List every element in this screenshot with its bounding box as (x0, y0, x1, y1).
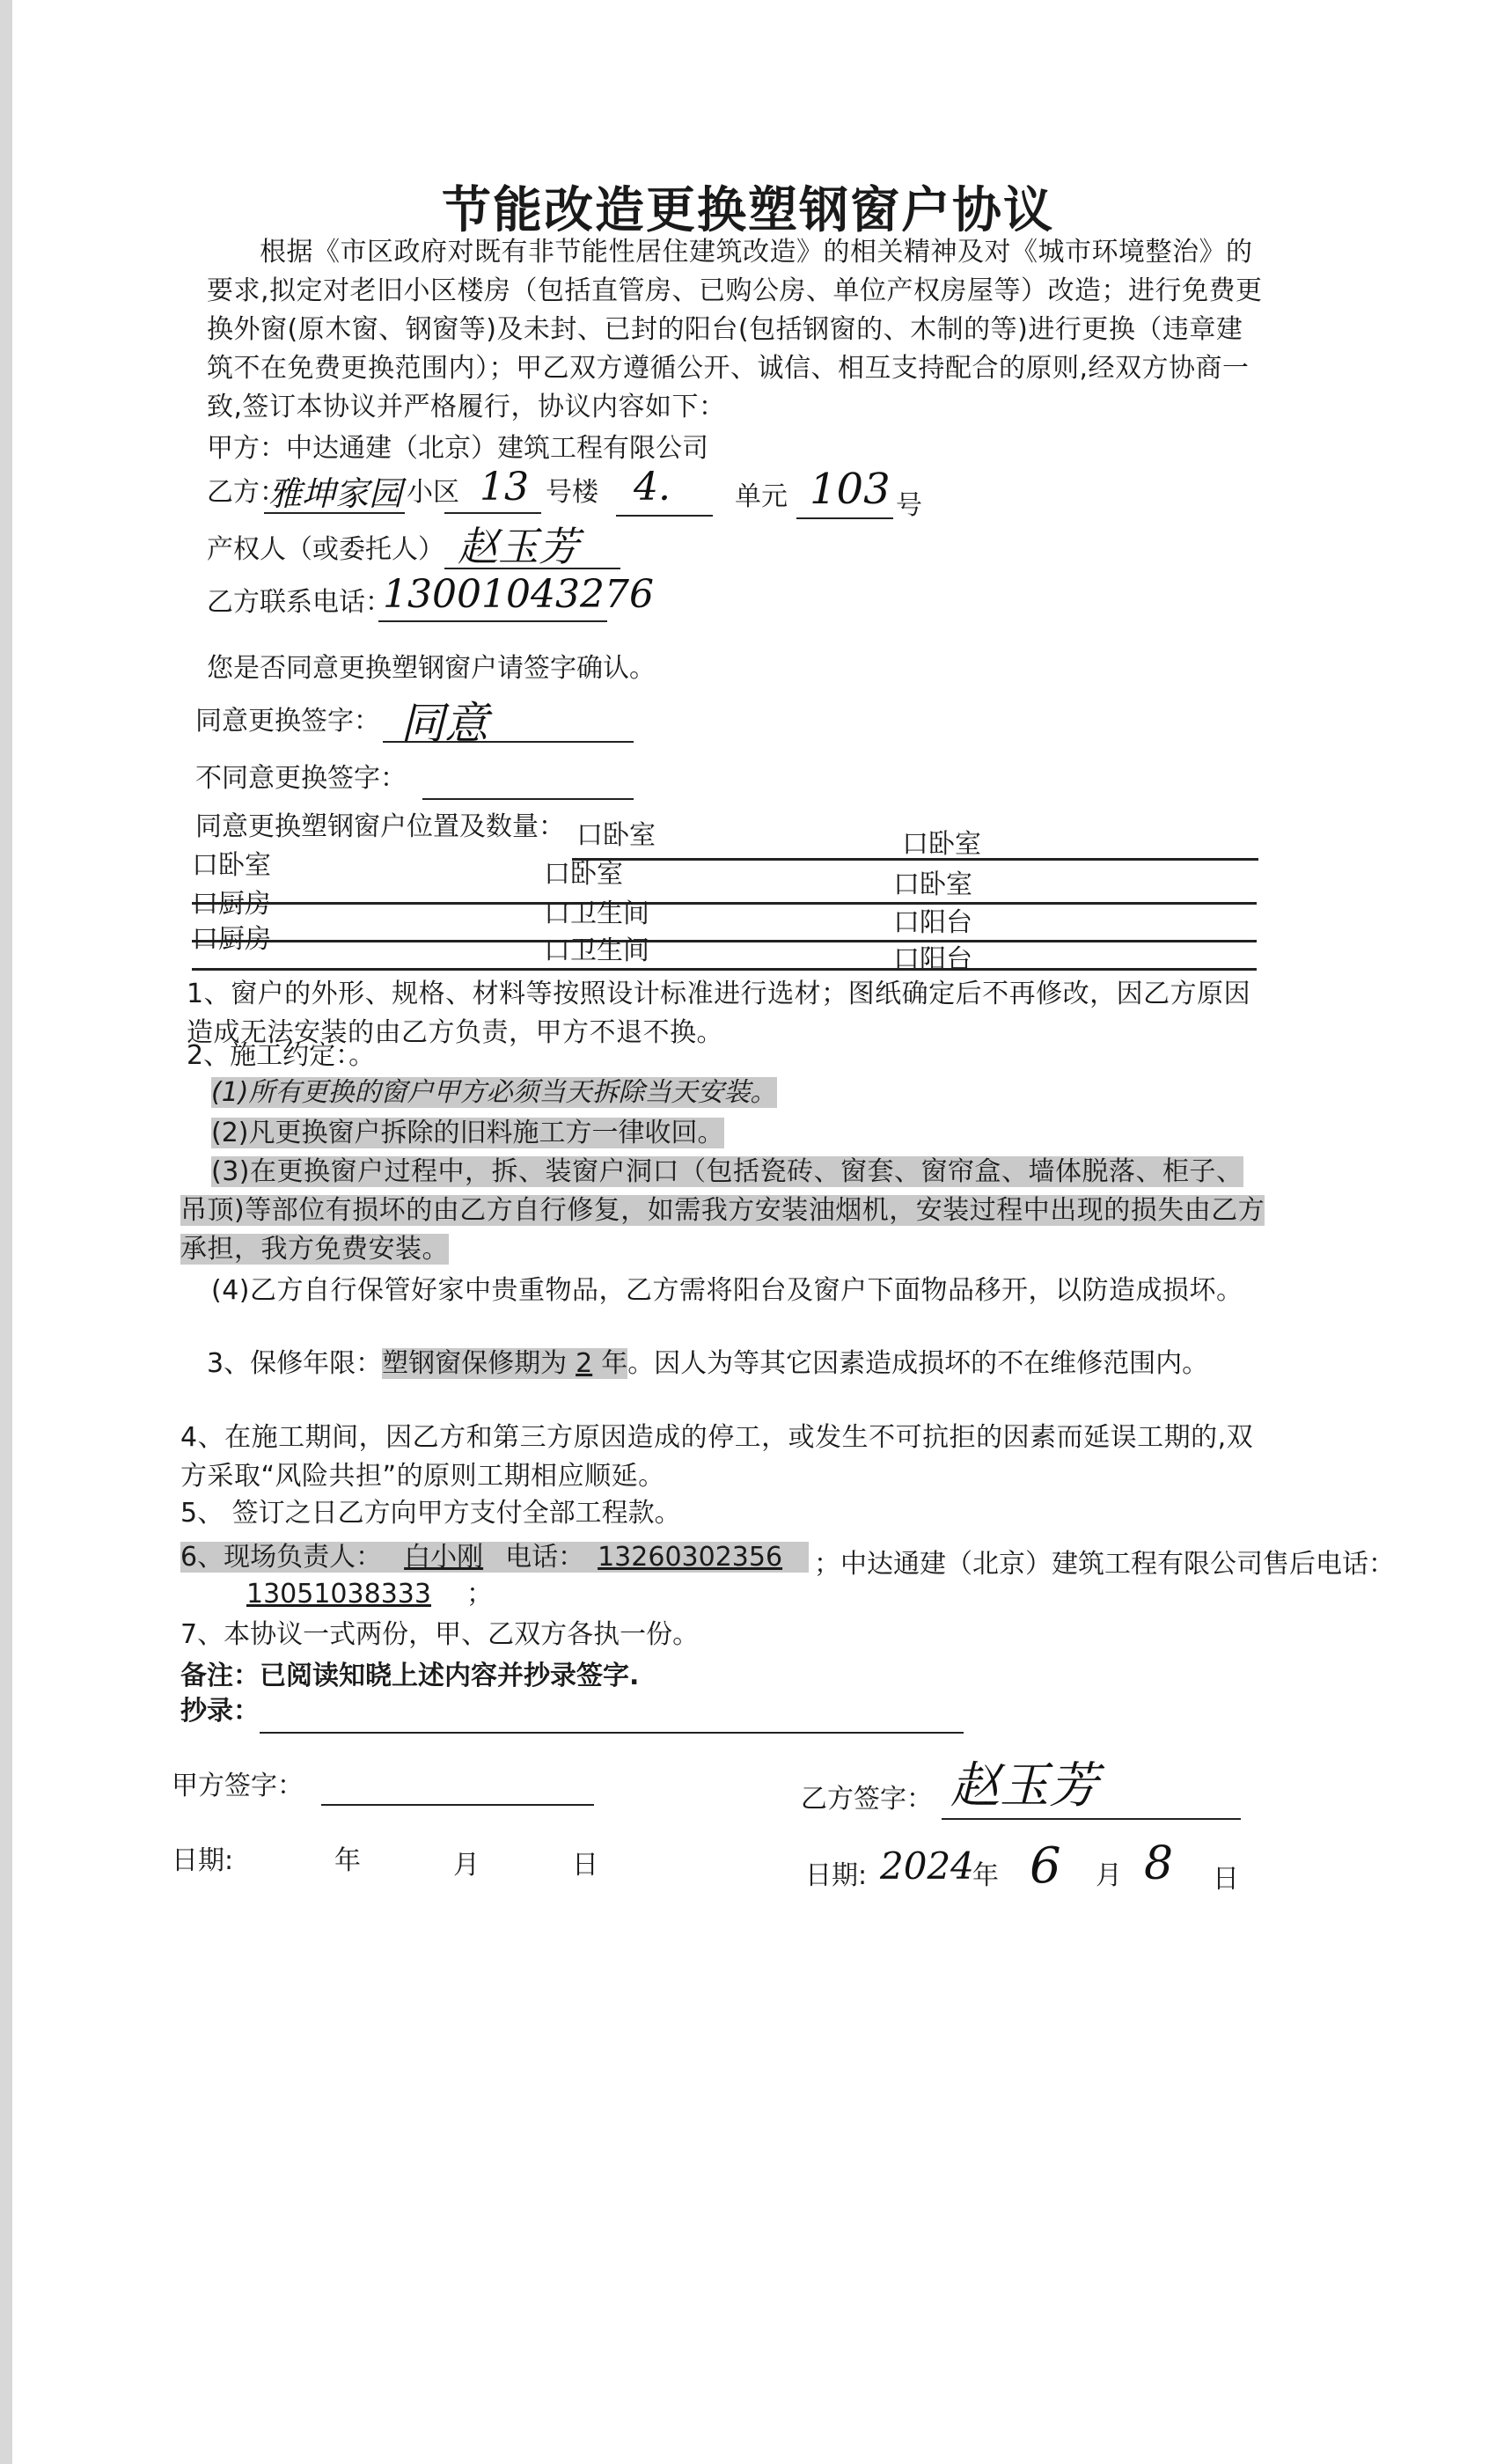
date-b-label: 日期: (805, 1860, 868, 1891)
clause-6-company: ；中达通建（北京）建筑工程有限公司售后电话： (814, 1549, 1395, 1580)
document-title: 节能改造更换塑钢窗户协议 (442, 182, 1054, 239)
unit-suffix: 单元 (735, 481, 788, 512)
clause-3-years: 2 (567, 1348, 601, 1379)
room-number: 103 (810, 465, 891, 514)
clause-3-year-unit: 年 (601, 1348, 628, 1379)
clause-3-rest: 。因人为等其它因素造成损坏的不在维修范围内。 (627, 1348, 1209, 1379)
clause-2-1 (211, 1075, 777, 1111)
community-suffix: 小区 (407, 477, 459, 508)
date-b-day: 日 (1213, 1864, 1239, 1895)
clause-2-4: (4)乙方自行保管好家中贵重物品，乙方需将阳台及窗户下面物品移开，以防造成损坏。 (211, 1275, 1243, 1306)
position-label: 同意更换塑钢窗户位置及数量： (195, 811, 565, 842)
clause-6-phone-label: 电话： (505, 1542, 585, 1573)
copy-underline (260, 1732, 964, 1734)
unit-underline (616, 515, 713, 517)
agree-signature: 同意 (400, 698, 488, 749)
date-b-year: 年 (972, 1860, 999, 1891)
party-a: 甲方：中达通建（北京）建筑工程有限公司 (207, 433, 708, 464)
position-line (192, 940, 1257, 942)
clause-3-line (207, 1346, 1208, 1382)
clause-3-warranty: 塑钢窗保修期为 (382, 1348, 568, 1379)
copy-label: 抄录： (180, 1696, 260, 1727)
date-a-month: 月 (453, 1850, 480, 1881)
clause-2-1-text: (1)所有更换的窗户甲方必须当天拆除当天安装。 (211, 1077, 777, 1108)
room-underline (796, 517, 893, 519)
option-balcony: 口阳台 (893, 944, 972, 975)
clause-2-3-text: (3)在更换窗户过程中，拆、装窗户洞口（包括瓷砖、窗套、窗帘盒、墙体脱落、柜子、吊顶)等部位有损坏的由乙方自行修复，如需我方安装油烟机，安装过程中出现的损失由乙方承担，我方免费安装。 (180, 1156, 1265, 1265)
sign-a-underline (321, 1804, 594, 1806)
confirm-prompt: 您是否同意更换塑钢窗户请签字确认。 (207, 653, 656, 684)
clause-6-manager: 白小刚 (382, 1542, 505, 1573)
position-line (572, 858, 1258, 861)
clause-6-phone: 13260302356 (584, 1542, 809, 1573)
clause-2-2 (211, 1116, 724, 1151)
date-b-month-value: 6 (1030, 1837, 1061, 1895)
option-balcony: 口阳台 (893, 907, 972, 938)
unit-number: 4. (634, 465, 671, 510)
clause-4: 4、在施工期间，因乙方和第三方原因造成的停工，或发生不可抗拒的因素而延误工期的,双方采取“风险共担”的原则工期相应顺延。 (180, 1422, 1254, 1492)
option-kitchen: 口厨房 (192, 924, 271, 955)
clause-2-3 (180, 1153, 1267, 1269)
option-bedroom: 口卧室 (544, 859, 623, 890)
clause-2-2-text: (2)凡更换窗户拆除的旧料施工方一律收回。 (211, 1118, 724, 1148)
disagree-label: 不同意更换签字： (195, 763, 407, 794)
clause-2: 2、施工约定：。 (187, 1040, 376, 1071)
option-bedroom: 口卧室 (576, 820, 656, 851)
phone-underline (378, 620, 607, 622)
date-a-year: 年 (334, 1845, 361, 1876)
building-underline (444, 512, 541, 514)
date-a-day: 日 (572, 1850, 598, 1881)
remark: 备注：已阅读知晓上述内容并抄录签字. (180, 1661, 640, 1691)
option-bedroom: 口卧室 (893, 869, 972, 900)
option-bedroom: 口卧室 (192, 850, 271, 881)
position-line (192, 968, 1257, 971)
clause-7: 7、本协议一式两份，甲、乙双方各执一份。 (180, 1619, 700, 1650)
room-suffix: 号 (896, 490, 922, 521)
intro-paragraph: 根据《市区政府对既有非节能性居住建筑改造》的相关精神及对《城市环境整治》的要求,拟定对老旧小区楼房（包括直管房、已购公房、单位产权房屋等）改造；进行免费更换外窗(原木窗、钢窗等)及未封、已封的阳台(包括钢窗的、木制的等)进行更换（违章建筑不在免费更换范围内）；甲乙双方遵循公开、诚信、相互支持配合的原则,经双方协商一致,签订本协议并严格履行，协议内容如下： (207, 237, 1263, 422)
clause-5: 5、 签订之日乙方向甲方支付全部工程款。 (180, 1498, 681, 1529)
community-name: 雅坤家园 (268, 474, 403, 513)
disagree-underline (422, 798, 634, 800)
owner-underline (444, 568, 620, 569)
scan-edge (0, 0, 12, 2464)
option-kitchen: 口厨房 (192, 889, 271, 920)
position-line (192, 902, 1257, 905)
party-b-label: 乙方： (207, 477, 286, 508)
clause-3-label: 3、保修年限： (207, 1348, 383, 1379)
clause-6-line (180, 1540, 809, 1575)
building-suffix: 号楼 (546, 477, 598, 508)
date-b-day-value: 8 (1144, 1837, 1174, 1890)
sign-a-label: 甲方签字： (172, 1771, 304, 1801)
date-b-year-value: 2024 (880, 1844, 974, 1888)
phone-value: 13001043276 (383, 572, 654, 617)
agree-underline (383, 741, 634, 743)
clause-6-end: ； (466, 1579, 493, 1610)
sign-b-underline (942, 1818, 1241, 1820)
agree-label: 同意更换签字： (195, 706, 380, 737)
option-bathroom: 口卫生间 (544, 898, 649, 929)
owner-signature: 赵玉芳 (458, 523, 579, 570)
sign-b-label: 乙方签字： (801, 1784, 933, 1815)
clause-6-after-sales (211, 1577, 493, 1612)
community-underline (264, 512, 405, 514)
option-bathroom: 口卫生间 (544, 935, 649, 966)
option-bedroom: 口卧室 (902, 829, 981, 860)
after-sales-phone: 13051038333 (246, 1579, 431, 1610)
date-a-label: 日期: (172, 1845, 234, 1876)
phone-label: 乙方联系电话： (207, 587, 392, 618)
date-b-month: 月 (1096, 1860, 1122, 1891)
building-number: 13 (480, 465, 529, 510)
clause-6-label: 6、现场负责人： (180, 1542, 383, 1573)
sign-b-signature: 赵玉芳 (950, 1757, 1098, 1815)
clause-1: 1、窗户的外形、规格、材料等按照设计标准进行选材；图纸确定后不再修改，因乙方原因造成无法安装的由乙方负责，甲方不退不换。 (187, 979, 1251, 1048)
owner-label: 产权人（或委托人） (207, 534, 444, 565)
